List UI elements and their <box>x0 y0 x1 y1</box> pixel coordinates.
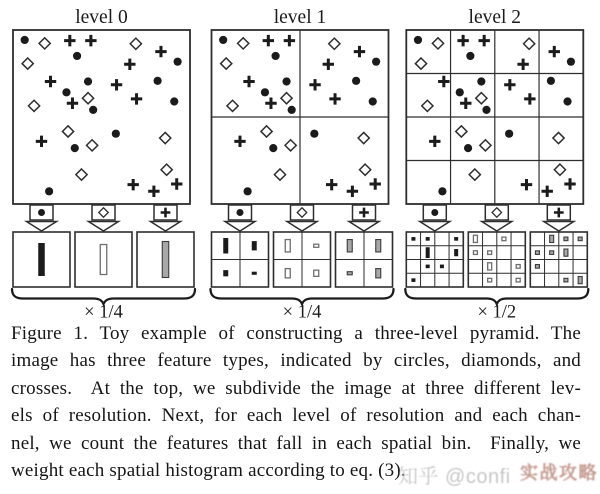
diamond-arrow-head <box>287 222 317 232</box>
circle-point <box>456 88 464 96</box>
hist-bar <box>347 240 352 252</box>
circle-point <box>170 97 178 105</box>
hist-bar <box>454 249 458 256</box>
hist-bar <box>426 247 430 258</box>
circle-point <box>271 52 279 60</box>
level-0-weight-label: × 1/4 <box>84 302 123 323</box>
hist-bar <box>516 278 520 282</box>
hist-bar <box>454 237 458 241</box>
level-1-column <box>211 7 394 323</box>
circle-point <box>154 77 162 85</box>
circle-point <box>482 106 490 114</box>
hist-bar <box>411 278 415 282</box>
circle-arrow-head <box>27 222 57 232</box>
hist-bar <box>564 278 568 282</box>
hist-bar <box>473 235 477 242</box>
hist-bar <box>578 237 582 241</box>
circle-point <box>84 77 92 85</box>
hist-bar <box>488 251 492 255</box>
circle-point <box>269 144 277 152</box>
level-1-weight-label: × 1/4 <box>282 302 322 323</box>
hist-bar <box>426 265 430 269</box>
caption-line: els of resolution. Next, for each level of resolution and each chan- <box>11 405 581 427</box>
level-0-column <box>12 7 195 323</box>
circle-point <box>62 88 70 96</box>
circle-point <box>372 58 380 66</box>
cross-arrow-head <box>544 222 574 232</box>
circle-point <box>547 77 555 85</box>
hist-bar <box>252 272 257 275</box>
hist-bar <box>473 251 477 255</box>
hist-bar <box>535 251 539 255</box>
watermark-zhihu-text: 知乎 @confi <box>398 466 511 488</box>
level-2-column <box>405 7 588 323</box>
hist-bar <box>488 263 492 270</box>
hist-bar <box>411 237 415 241</box>
circle-point <box>261 88 269 96</box>
circle-point <box>219 36 227 44</box>
circle-icon <box>431 209 438 216</box>
hist-bar <box>223 270 228 276</box>
hist-bar <box>376 269 381 278</box>
hist-bar <box>440 265 444 269</box>
caption-line: nel, we count the features that fall in each spatial bin. Finally, we <box>11 432 581 454</box>
caption-line: crosses. At the top, we subdivide the image at three different lev- <box>11 377 581 399</box>
circle-icon <box>38 209 45 216</box>
circle-point <box>464 144 472 152</box>
circle-point <box>112 130 120 138</box>
circle-point <box>567 58 575 66</box>
caption-line: weight each spatial histogram according to eq. (3). <box>11 460 406 482</box>
hist-bar <box>426 237 430 241</box>
hist-bar <box>550 235 554 242</box>
hist-bar <box>347 272 352 275</box>
hist-bar <box>100 245 107 275</box>
level-2-title: level 2 <box>468 7 522 28</box>
cross-arrow-head <box>151 222 181 232</box>
circle-point <box>563 97 571 105</box>
hist-bar <box>578 277 582 284</box>
circle-point <box>71 144 79 152</box>
circle-point <box>288 106 296 114</box>
hist-bar <box>314 270 319 276</box>
circle-arrow-head <box>420 222 450 232</box>
hist-bar <box>535 265 539 269</box>
diamond-arrow-head <box>482 222 512 232</box>
circle-point <box>45 187 53 195</box>
circle-point <box>310 130 318 138</box>
circle-point <box>477 77 485 85</box>
diamond-arrow-head <box>89 222 119 232</box>
watermark-overlay-text: 实战攻略 <box>520 463 598 483</box>
caption-line: Figure 1. Toy example of constructing a three-level pyramid. The <box>11 323 581 344</box>
hist-bar <box>314 244 319 247</box>
hist-bar <box>252 241 257 250</box>
hist-bar <box>162 242 169 278</box>
hist-bar <box>564 237 568 241</box>
hist-bar <box>502 237 506 241</box>
circle-point <box>352 77 360 85</box>
circle-point <box>466 52 474 60</box>
circle-point <box>414 36 422 44</box>
hist-bar <box>376 240 381 252</box>
circle-point <box>244 187 252 195</box>
hist-bar <box>564 249 568 256</box>
circle-point <box>174 58 182 66</box>
level-0-panel <box>13 30 190 204</box>
circle-point <box>89 106 97 114</box>
circle-point <box>505 130 513 138</box>
cross-arrow-head <box>349 222 379 232</box>
circle-arrow-head <box>225 222 255 232</box>
hist-bar <box>285 240 290 252</box>
circle-point <box>73 52 81 60</box>
hist-bar <box>223 238 228 254</box>
circle-point <box>438 187 446 195</box>
hist-bar <box>550 251 554 255</box>
hist-bar <box>488 278 492 282</box>
hist-bar <box>285 269 290 278</box>
caption-line: image has three feature types, indicated by circles, diamonds, and <box>11 350 581 372</box>
hist-bar <box>516 265 520 269</box>
circle-icon <box>237 209 244 216</box>
circle-point <box>282 77 290 85</box>
circle-point <box>21 36 29 44</box>
level-1-title: level 1 <box>273 7 327 28</box>
hist-bar <box>38 243 45 276</box>
level-0-title: level 0 <box>75 7 128 28</box>
circle-point <box>369 97 377 105</box>
level-2-weight-label: × 1/2 <box>477 302 517 323</box>
figure-caption <box>11 320 581 484</box>
